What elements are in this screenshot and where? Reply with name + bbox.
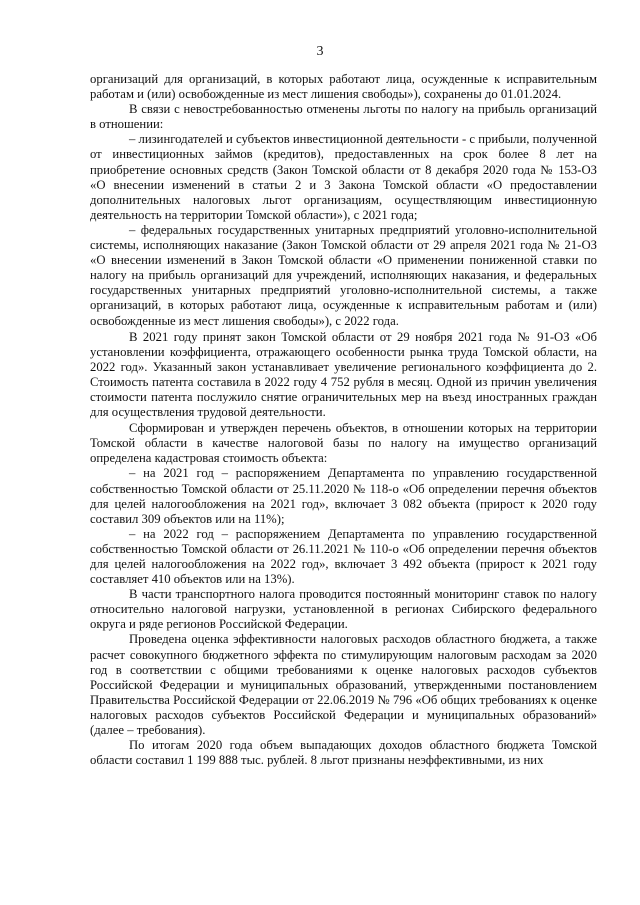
list-item-2022: – на 2022 год – распоряжением Департамента по управлению государственной собственностью Томской области от 26.11.2021 № 110-о «Об определении перечня объектов для целей налогообложения на 2022 год», включает 3 492 объекта (прирост к 2021 году составляет 410 объектов или на 13%). (90, 526, 597, 587)
list-item-2021: – на 2021 год – распоряжением Департамента по управлению государственной собственностью Томской области от 25.11.2020 № 118-о «Об определении перечня объектов для целей налогообложения на 2021 год», включает 3 082 объекта (прирост к 2020 году составил 309 объектов или на 11%); (90, 466, 597, 526)
document-body (90, 72, 597, 768)
paragraph-efficiency-assessment: Проведена оценка эффективности налоговых расходов областного бюджета, а также расчет совокупного бюджетного эффекта по стимулирующим налоговым расходам за 2020 год в соответствии с общими требованиями к оценке налоговых расходов субъектов Российской Федерации и муниципальных образований, утвержденными постановлением Правительства Российской Федерации от 22.06.2019 № 796 «Об общих требованиях к оценке налоговых расходов субъектов Российской Федерации и муниципальных образований» (далее – требования). (90, 632, 597, 738)
paragraph-continuation: организаций для организаций, в которых работают лица, осужденные к исправительным работам и (или) освобожденные из мест лишения свободы»), сохранены до 01.01.2024. (90, 72, 597, 102)
page-number: 3 (316, 44, 324, 59)
paragraph-profit-tax-intro: В связи с невостребованностью отменены льготы по налогу на прибыль организаций в отношении: (90, 102, 597, 132)
paragraph-patent-law: В 2021 году принят закон Томской области от 29 ноября 2021 года № 91-ОЗ «Об установлении коэффициента, отражающего особенности рынка труда Томской области, на 2022 год». Указанный закон устанавливает увеличение регионального коэффициента до 2. Стоимость патента составила в 2022 году 4 752 рубля в месяц. Одной из причин увеличения стоимости патента послужило снятие ограничительных мер на въезд иностранных граждан для осуществления трудовой деятельности. (90, 329, 597, 420)
list-item-leasing: – лизингодателей и субъектов инвестиционной деятельности - с прибыли, полученной от инвестиционных займов (кредитов), предоставленных на срок более 8 лет на приобретение основных средств (Закон Томской области от 8 декабря 2020 года № 153-ОЗ «О внесении изменений в статьи 2 и 3 Закона Томской области «О предоставлении дополнительных налоговых льгот организациям, осуществляющим инвестиционную деятельность на территории Томской области»), с 2021 года; (90, 132, 597, 222)
list-item-penal-enterprises: – федеральных государственных унитарных предприятий уголовно-исполнительной системы, исполняющих наказание (Закон Томской области от 29 апреля 2021 года № 21-ОЗ «О внесении изменений в Закон Томской области «О применении пониженной ставки по налогу на прибыль организаций для учреждений, исполняющих наказания, и федеральных государственных унитарных предприятий уголовно-исполнительной системы, а также организаций, в которых работают лица, осужденные к исправительным работам и (или) освобожденные из мест лишения свободы»), с 2022 года. (90, 222, 597, 328)
paragraph-transport-tax: В части транспортного налога проводится постоянный мониторинг ставок по налогу относительно налоговой нагрузки, установленной в регионах Сибирского федерального округа и ряде регионов Российской Федерации. (90, 587, 597, 632)
paragraph-results-2020: По итогам 2020 года объем выпадающих доходов областного бюджета Томской области составил 1 199 888 тыс. рублей. 8 льгот признаны неэффективными, из них (90, 738, 597, 768)
paragraph-property-list: Сформирован и утвержден перечень объектов, в отношении которых на территории Томской области в качестве налоговой базы по налогу на имущество организаций определена кадастровая стоимость объекта: (90, 421, 597, 466)
